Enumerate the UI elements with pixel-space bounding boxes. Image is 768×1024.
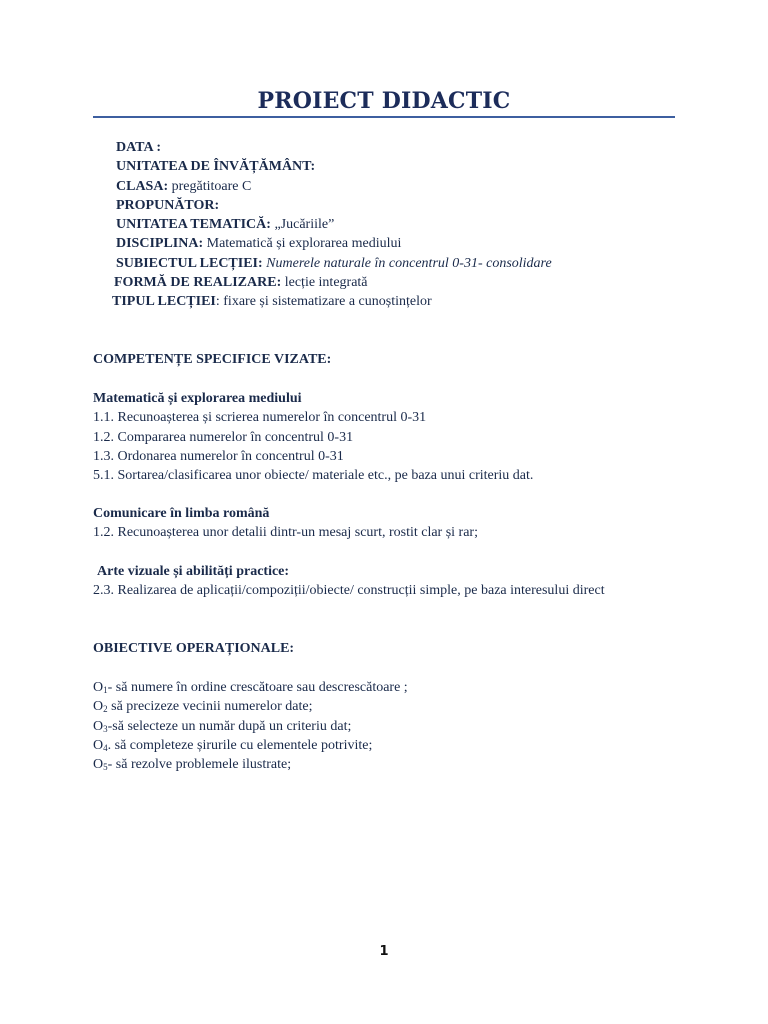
document-title: PROIECT DIDACTIC: [257, 88, 511, 114]
group-title-text: Arte vizuale și abilități practice:: [97, 564, 290, 579]
group-title-text: Comunicare în limba română: [93, 506, 270, 521]
objective-text: să precizeze vecinii numerelor date;: [107, 699, 313, 715]
objective-item: [93, 736, 713, 755]
propunator-label: PROPUNĂTOR:: [116, 197, 220, 213]
forma-label: FORMĂ DE REALIZARE:: [114, 275, 282, 291]
list-item: 5.1. Sortarea/clasificarea unor obiecte/ materiale etc., pe baza unui criteriu dat.: [93, 468, 534, 484]
unitatea-line: [116, 157, 696, 176]
list-item: 1.3. Ordonarea numerelor în concentrul 0-31: [93, 448, 344, 464]
objective-index: 5: [103, 762, 108, 773]
tipul-value: : fixare și sistematizare a cunoștințelor: [215, 294, 432, 310]
competente-group-matematica: [93, 389, 713, 485]
objective-item: [93, 755, 713, 774]
data-label: DATA :: [116, 140, 161, 155]
group-title: [93, 389, 713, 408]
clasa-line: [116, 177, 696, 196]
list-item: 1.1. Recunoașterea și scrierea numerelor în concentrul 0-31: [93, 410, 427, 426]
list-item: 2.3. Realizarea de aplicații/compoziții/obiecte/ construcții simple, pe baza interesului direct: [93, 583, 605, 599]
tematica-line: [116, 215, 696, 234]
tematica-value: „Jucăriile”: [274, 217, 335, 233]
tipul-label: TIPUL LECȚIEI: [112, 294, 216, 310]
competente-heading: [93, 350, 713, 369]
objective-label: O: [93, 718, 104, 734]
group-title: [93, 504, 713, 523]
objective-index: 4: [103, 742, 108, 753]
group-title-text: Matematică și explorarea mediului: [93, 391, 302, 406]
clasa-value: pregătitoare C: [171, 178, 252, 194]
competente-group-comunicare: [93, 504, 713, 543]
objective-label: O: [93, 699, 104, 715]
disciplina-label: DISCIPLINA:: [116, 236, 204, 252]
lesson-header-info: [112, 138, 696, 312]
obiective-heading-text: OBIECTIVE OPERAȚIONALE:: [93, 641, 295, 656]
objective-item: [93, 678, 713, 697]
objective-index: 1: [103, 685, 108, 695]
objective-index: 3: [103, 723, 108, 734]
subiect-value: Numerele naturale în concentrul 0-31- consolidare: [266, 255, 552, 271]
objective-item: [93, 697, 713, 716]
objective-text: . să completeze șirurile cu elementele potrivite;: [107, 737, 373, 753]
objective-label: O: [93, 737, 104, 753]
tematica-label: UNITATEA TEMATICĂ:: [116, 217, 271, 233]
propunator-line: [116, 196, 696, 215]
data-line: [116, 138, 696, 157]
tipul-line: [112, 292, 696, 311]
obiective-heading: [93, 639, 713, 658]
objective-text: -să selecteze un număr după un criteriu dat;: [107, 718, 352, 734]
list-item: 1.2. Recunoașterea unor detalii dintr-un mesaj scurt, rostit clar și rar;: [93, 525, 478, 541]
title-underline: [93, 116, 675, 118]
competente-group-arte: [93, 562, 713, 601]
objective-item: [93, 717, 713, 736]
objective-label: O: [93, 757, 104, 773]
disciplina-value: Matematică și explorarea mediului: [206, 236, 402, 252]
clasa-label: CLASA:: [116, 178, 169, 194]
forma-line: [114, 273, 696, 292]
objective-text: - să rezolve problemele ilustrate;: [107, 757, 292, 773]
objective-text: - să numere în ordine crescătoare sau descrescătoare ;: [107, 680, 408, 695]
obiective-list: [93, 678, 713, 774]
subiect-line: [116, 254, 696, 273]
unitatea-label: UNITATEA DE ÎNVĂȚĂMÂNT:: [116, 159, 316, 175]
page-number: 1: [379, 944, 389, 959]
disciplina-line: [116, 234, 696, 253]
group-title: [97, 562, 713, 581]
objective-label: O: [93, 680, 104, 695]
subiect-label: SUBIECTUL LECȚIEI:: [116, 255, 263, 271]
list-item: 1.2. Compararea numerelor în concentrul 0-31: [93, 429, 354, 445]
objective-index: 2: [103, 704, 108, 715]
forma-value: lecție integrată: [284, 275, 368, 291]
competente-heading-text: COMPETENȚE SPECIFICE VIZATE:: [93, 352, 332, 367]
